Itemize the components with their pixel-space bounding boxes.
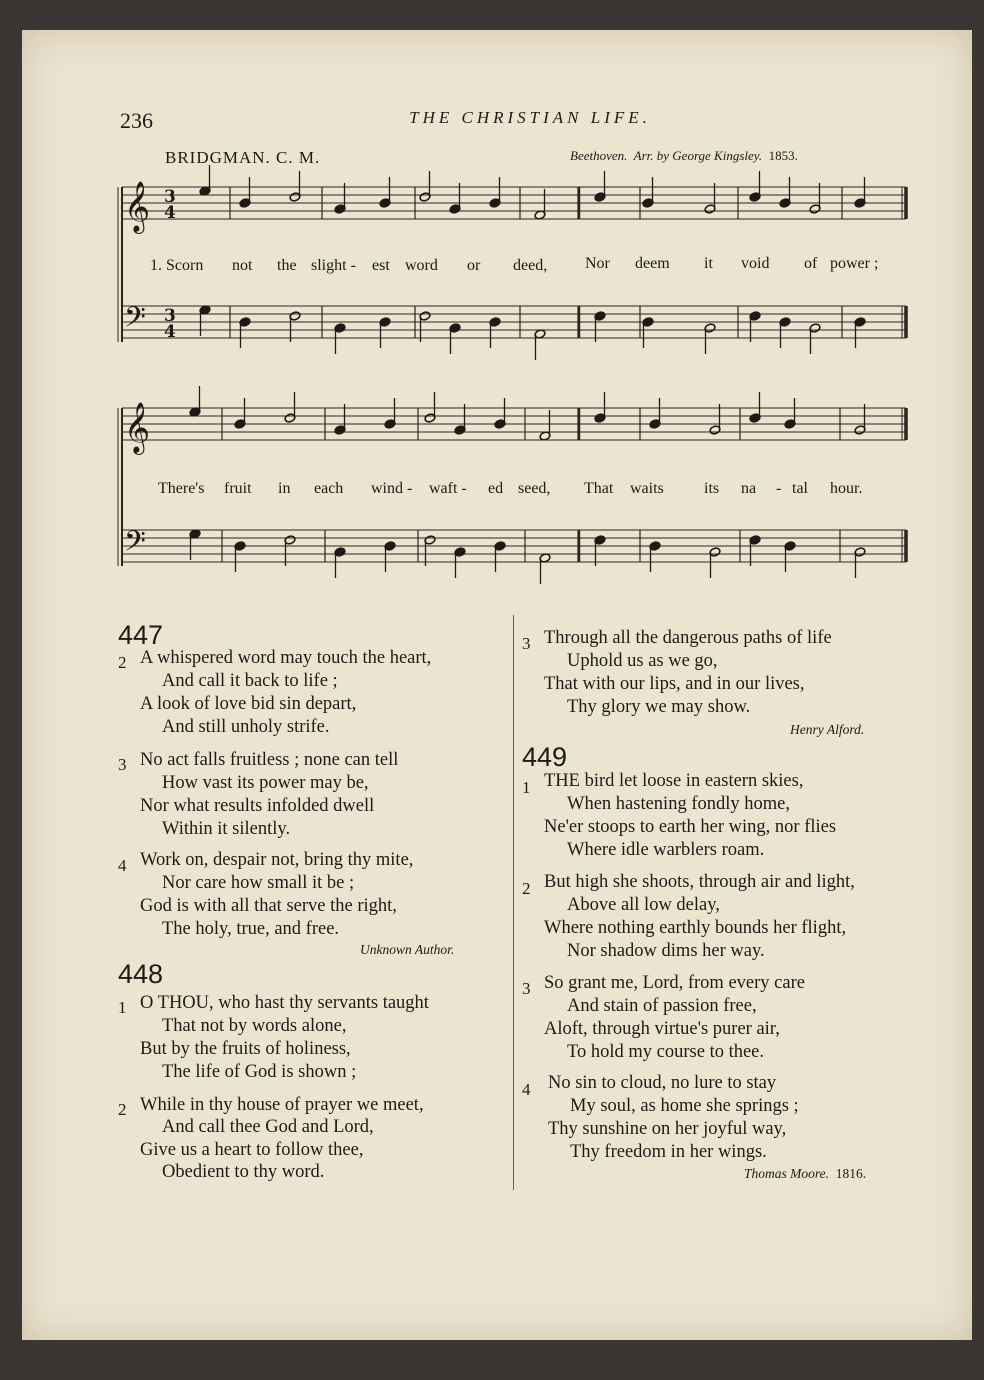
verse-line: To hold my course to thee. (567, 1042, 765, 1062)
lyric-syllable: void (741, 255, 770, 272)
verse-line: That not by words alone, (162, 1016, 347, 1036)
verse-line: Thy freedom in her wings. (570, 1142, 767, 1162)
verse-line: Ne'er stoops to earth her wing, nor flies (544, 817, 837, 837)
verse-line: Thy glory we may show. (567, 697, 751, 717)
verse-line: Where nothing earthly bounds her flight, (544, 918, 847, 938)
clefs (124, 181, 176, 565)
lyric-syllable: waft - (429, 480, 467, 497)
verse-line: Give us a heart to follow thee, (140, 1140, 364, 1160)
tune-year: 1853. (768, 148, 798, 163)
verse-line: And call it back to life ; (162, 671, 338, 691)
verse-number: 2 (522, 879, 531, 898)
verse-line: Work on, despair not, bring thy mite, (140, 850, 414, 870)
page-number: 236 (120, 108, 153, 133)
staff-lines (122, 187, 906, 562)
lyric-syllable: in (278, 480, 291, 497)
svg-text:𝄢: 𝄢 (124, 301, 146, 341)
lyric-syllable: hour. (830, 480, 863, 497)
lyric-syllable: Nor (585, 255, 610, 272)
hymn-author: Unknown Author. (360, 942, 455, 957)
lyric-syllable: word (405, 257, 438, 274)
svg-text:𝄞: 𝄞 (124, 181, 151, 232)
running-title: THE CHRISTIAN LIFE. (409, 108, 651, 127)
verse-line: Aloft, through virtue's purer air, (544, 1019, 780, 1039)
lyric-syllable: That (584, 480, 614, 497)
verse-line: The holy, true, and free. (162, 919, 340, 939)
hymn-number: 447 (118, 620, 164, 650)
verse-line: Nor care how small it be ; (162, 873, 355, 893)
verse-line: God is with all that serve the right, (140, 896, 397, 916)
lyric-syllable: not (232, 257, 253, 274)
verse-line: A look of love bid sin depart, (140, 694, 357, 714)
lyric-syllable: the (277, 257, 297, 274)
svg-text:4: 4 (164, 322, 176, 342)
verse-number: 3 (118, 755, 127, 774)
verse-line: THE bird let loose in eastern skies, (544, 771, 804, 791)
lyric-syllable: waits (630, 480, 664, 497)
lyric-syllable: slight - (311, 257, 356, 274)
verse-line: Through all the dangerous paths of life (544, 628, 832, 648)
lyric-syllable: its (704, 480, 720, 497)
lyric-syllable: ed (488, 480, 504, 497)
verse-line: No sin to cloud, no lure to stay (548, 1073, 777, 1093)
hymn-author: Thomas Moore. 1816. (744, 1166, 867, 1181)
verse-line: But by the fruits of holiness, (140, 1039, 351, 1059)
lyric-syllable: deed, (513, 257, 548, 274)
notes (189, 165, 866, 584)
arranger: Arr. by George Kingsley. (633, 148, 763, 163)
svg-text:3: 3 (164, 306, 176, 326)
verse-line: When hastening fondly home, (567, 794, 790, 814)
verse-line: O THOU, who hast thy servants taught (140, 993, 429, 1013)
verse-line: No act falls fruitless ; none can tell (140, 750, 399, 770)
verse-line: And call thee God and Lord, (162, 1117, 374, 1137)
svg-text:4: 4 (164, 203, 176, 223)
lyric-syllable: seed, (518, 480, 551, 497)
hymn-number: 448 (118, 959, 164, 989)
lyric-syllable: There's (158, 480, 205, 497)
lyric-syllable: of (804, 255, 818, 272)
verse-line: Obedient to thy word. (162, 1162, 325, 1182)
verse-line: And still unholy strife. (162, 717, 330, 737)
verse-line: Uphold us as we go, (567, 651, 718, 671)
lyric-syllable: tal (792, 480, 808, 497)
verse-line: While in thy house of prayer we meet, (140, 1095, 424, 1115)
verse-line: That with our lips, and in our lives, (544, 674, 805, 694)
lyric-syllable: or (467, 257, 481, 274)
bar-lines (118, 187, 906, 566)
tune-name: BRIDGMAN. C. M. (165, 148, 321, 167)
verse-number: 1 (522, 778, 531, 797)
verse-line: Nor what results infolded dwell (140, 796, 375, 816)
verse-line: Where idle warblers roam. (567, 840, 765, 860)
verse-line: Thy sunshine on her joyful way, (548, 1119, 787, 1139)
lyric-syllable: na (741, 480, 757, 497)
lyric-syllable: each (314, 480, 344, 497)
verse-line: But high she shoots, through air and light, (544, 872, 855, 892)
lyric-syllable: deem (635, 255, 670, 272)
composer: Beethoven. (570, 148, 628, 163)
lyric-syllable: - (776, 480, 782, 497)
verse-line: Above all low delay, (567, 895, 720, 915)
verse-line: And stain of passion free, (567, 996, 757, 1016)
svg-text:𝄢: 𝄢 (124, 525, 146, 565)
lyric-syllable: wind - (371, 480, 413, 497)
lyric-syllable: 1. Scorn (150, 257, 204, 274)
lyric-syllable: fruit (224, 480, 252, 497)
lyric-syllable: power ; (830, 255, 879, 272)
svg-text:3: 3 (164, 187, 176, 207)
lyric-syllable: est (372, 257, 390, 274)
music-score (0, 0, 984, 620)
verse-number: 3 (522, 979, 531, 998)
verse-line: Nor shadow dims her way. (567, 941, 765, 961)
verse-line: Within it silently. (162, 819, 291, 839)
verse-line: A whispered word may touch the heart, (140, 648, 432, 668)
svg-text:𝄞: 𝄞 (124, 402, 151, 453)
hymn-author: Henry Alford. (790, 722, 865, 737)
verse-number: 1 (118, 998, 127, 1017)
verse-line: My soul, as home she springs ; (570, 1096, 799, 1116)
column-divider (513, 615, 514, 1190)
verse-number: 2 (118, 653, 127, 672)
verse-line: So grant me, Lord, from every care (544, 973, 805, 993)
verse-number: 4 (522, 1080, 531, 1099)
verse-number: 3 (522, 634, 531, 653)
verse-line: The life of God is shown ; (162, 1062, 357, 1082)
hymn-number: 449 (522, 742, 568, 772)
verse-line: How vast its power may be, (162, 773, 369, 793)
lyric-syllable: it (704, 255, 713, 272)
verse-number: 4 (118, 856, 127, 875)
verse-number: 2 (118, 1100, 127, 1119)
